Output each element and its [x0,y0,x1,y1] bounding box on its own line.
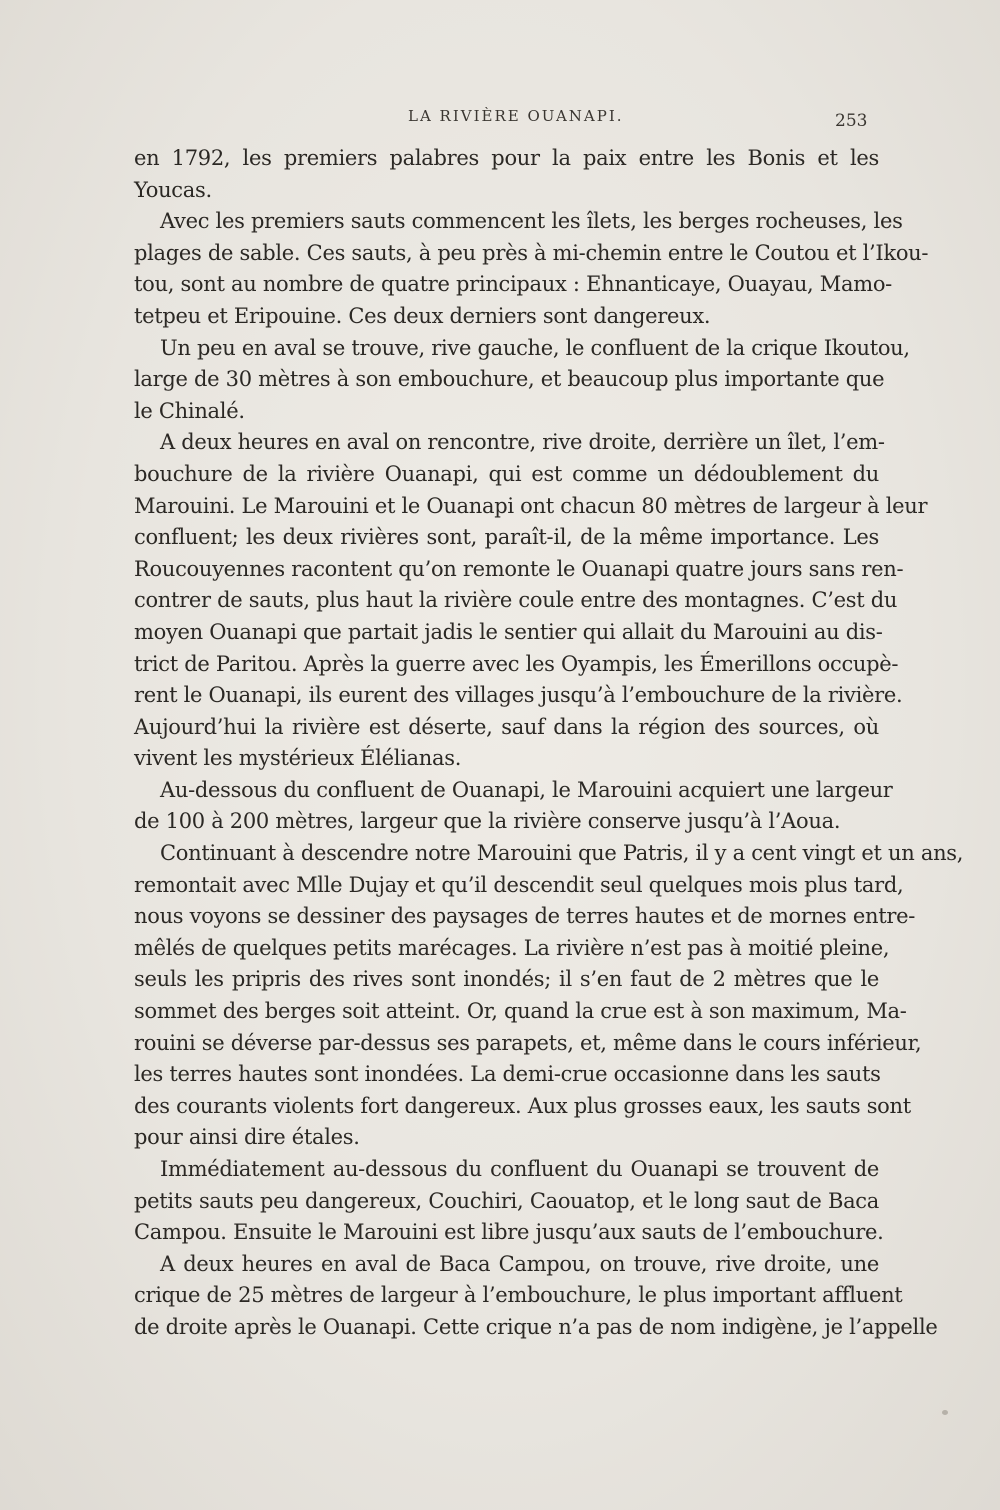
text-line: sommet des berges soit atteint. Or, quand la crue est à son maximum, Ma- [134,999,907,1024]
text-line: le Chinalé. [134,398,245,423]
text-line: contrer de sauts, plus haut la rivière coule entre des montagnes. C’est du [134,588,898,613]
text-line: les terres hautes sont inondées. La demi-crue occasionne dans les sauts [134,1062,881,1087]
text-line: rent le Ouanapi, ils eurent des villages jusqu’à l’embouchure de la rivière. [134,683,903,708]
text-line: A deux heures en aval on rencontre, rive droite, derrière un îlet, l’em- [160,430,885,455]
text-line: pour ainsi dire étales. [134,1125,360,1150]
text-line: Au-dessous du confluent de Ouanapi, le Marouini acquiert une largeur [160,777,893,802]
running-head [0,107,1000,131]
text-line: remontait avec Mlle Dujay et qu’il descendit seul quelques mois plus tard, [134,872,904,897]
text-line: de droite après le Ouanapi. Cette crique n’a pas de nom indigène, je l’appelle [134,1314,938,1339]
text-line: tou, sont au nombre de quatre principaux : Ehnanticaye, Ouayau, Mamo- [134,272,892,297]
text-line: Youcas. [134,177,212,202]
text-line: en 1792, les premiers palabres pour la paix entre les Bonis et les [134,146,879,170]
text-line: petits sauts peu dangereux, Couchiri, Caouatop, et le long saut de Baca [134,1188,879,1213]
text-line: crique de 25 mètres de largeur à l’embouchure, le plus important affluent [134,1283,903,1308]
text-line: de 100 à 200 mètres, largeur que la rivière conserve jusqu’à l’Aoua. [134,809,841,834]
text-line: bouchure de la rivière Ouanapi, qui est comme un dédoublement du [134,461,879,486]
text-line: vivent les mystérieux Élélianas. [134,746,462,771]
text-line: mêlés de quelques petits marécages. La rivière n’est pas à moitié pleine, [134,935,890,960]
text-line: des courants violents fort dangereux. Aux plus grosses eaux, les sauts sont [134,1093,911,1118]
text-line: Roucouyennes racontent qu’on remonte le Ouanapi quatre jours sans ren- [134,556,904,581]
text-line: confluent; les deux rivières sont, paraît-il, de la même importance. Les [134,525,879,550]
text-line: Campou. Ensuite le Marouini est libre jusqu’aux sauts de l’embouchure. [134,1220,884,1245]
text-line: Marouini. Le Marouini et le Ouanapi ont chacun 80 mètres de largeur à leur [134,493,928,518]
ink-smudge [942,1410,948,1415]
text-line: Avec les premiers sauts commencent les îlets, les berges rocheuses, les [160,209,903,234]
page-number: 253 [835,111,868,131]
text-line: trict de Paritou. Après la guerre avec les Oyampis, les Émerillons occupè- [134,651,899,676]
text-line: tetpeu et Eripouine. Ces deux derniers sont dangereux. [134,303,711,328]
text-line: A deux heures en aval de Baca Campou, on trouve, rive droite, une [160,1251,879,1276]
text-line: moyen Ouanapi que partait jadis le sentier qui allait du Marouini au dis- [134,619,883,644]
running-title: LA RIVIÈRE OUANAPI. [408,107,624,125]
text-line: seuls les pripris des rives sont inondés; il s’en faut de 2 mètres que le [134,967,879,992]
text-line: large de 30 mètres à son embouchure, et beaucoup plus importante que [134,367,885,392]
text-line: Aujourd’hui la rivière est déserte, sauf dans la région des sources, où [134,714,879,739]
text-line: rouini se déverse par-dessus ses parapets, et, même dans le cours inférieur, [134,1030,922,1055]
body-text [134,143,964,1344]
text-line: Immédiatement au-dessous du confluent du Ouanapi se trouvent de [160,1157,879,1181]
text-line: Continuant à descendre notre Marouini que Patris, il y a cent vingt et un ans, [160,841,964,866]
text-line: Un peu en aval se trouve, rive gauche, le confluent de la crique Ikoutou, [160,335,910,360]
text-line: plages de sable. Ces sauts, à peu près à mi-chemin entre le Coutou et l’Ikou- [134,240,929,265]
text-line: nous voyons se dessiner des paysages de terres hautes et de mornes entre- [134,904,915,929]
